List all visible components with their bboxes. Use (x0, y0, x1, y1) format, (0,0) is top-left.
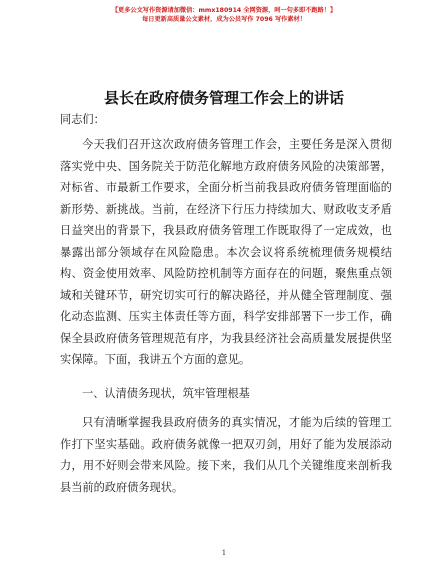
salutation: 同志们： (60, 113, 105, 126)
page-number: 1 (221, 549, 227, 557)
promo-banner-line-1: 【更多公文写作资源请加微信：mmx180914 全网资源，呵一句多即不跑路！】 (111, 7, 337, 14)
document-title: 县长在政府债务管理工作会上的讲话 (103, 89, 344, 107)
section-heading-1: 一、认清债务现状，筑牢管理根基 (82, 387, 250, 400)
body-paragraph-2: 只有清晰掌握我县政府债务的真实情况，才能为后续的管理工作打下坚实基础。政府债务就像一把双刃剑，用好了能为发展添动力，用不好则会带来风险。接下来，我们从几个关键维度来剖析我县当前的政府债务现状。 (60, 416, 392, 494)
body-paragraph-1: 今天我们召开这次政府债务管理工作会，主要任务是深入贯彻落实党中央、国务院关于防范化解地方政府债务风险的决策部署，对标省、市最新工作要求，全面分析当前我县政府债务管理面临的新形势、新挑战。当前，在经济下行压力持续加大、财政收支矛盾日益突出的背景下，我县政府债务管理工作既取得了一定成效，也暴露出部分领域存在风险隐患。本次会议将系统梳理债务规模结构、资金使用效率、风险防控机制等方面存在的问题，聚焦重点领域和关键环节，研究切实可行的解决路径，并从健全管理制度、强化动态监测、压实主体责任等方面，科学安排部署下一步工作，确保全县政府债务管理规范有序，为我县经济社会高质量发展提供坚实保障。下面，我讲五个方面的意见。 (60, 138, 392, 366)
promo-banner (0, 6, 448, 24)
promo-banner-line-2: 每日更新高质量公文素材，成为公员写作 7096 写作素材！ (142, 16, 306, 23)
